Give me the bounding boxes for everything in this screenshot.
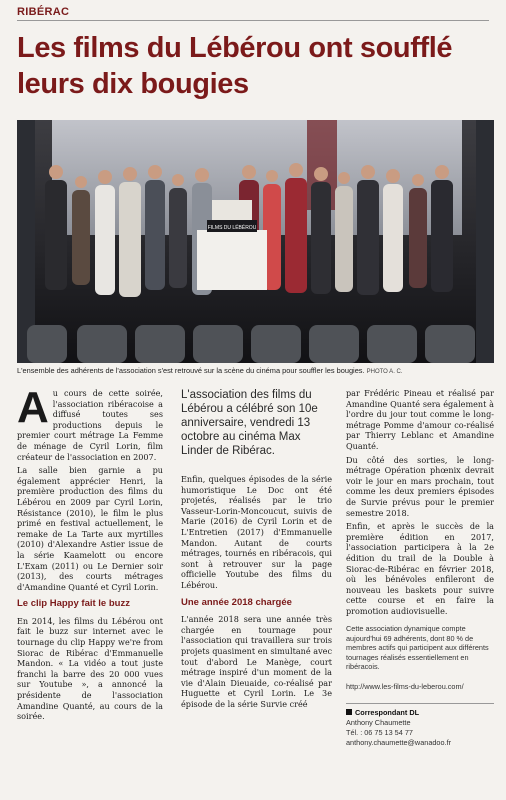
body-paragraph: par Frédéric Pineau et réalisé par Amandine Quanté sera également à l'ordre du jour tout comme le long-métrage Pomme d'amour co-réalisé par Thierry Leblanc et Amandine Quanté. [346,388,494,451]
body-paragraph: L'année 2018 sera une année très chargée en tournage pour l'association qui travaillera sur trois projets quasiment en simultané avec tout d'abord Le Manège, court métrage inspiré d'un moment de la vie d'Alain Dieuaide, co-réalisé par Huguette et Cyril Lorin. Le 3e épisode de la série Survie créé [181,614,332,709]
correspondent-title: Correspondant DL [355,707,420,717]
body-paragraph: Du côté des sorties, le long-métrage Opération phœnix devrait voir le jour en mars prochain, tout comme les deux premiers épisodes de Survie prévus pour le premier semestre 2018. [346,454,494,518]
photo-banner: FILMS DU LÉBÉROU [207,225,257,231]
body-paragraph: Enfin, quelques épisodes de la série humoristique Le Doc ont été projetés, réalisés par le trio Vasseur-Lorin-Moncoucut, suivis de Marie (2016) de Cyril Lorin et de L'Entretien (2017) d'Emmanuelle Mandon. Autant de courts métrages, tournés en ribéracois, qui sont à retrouver sur la page officielle Youtube des films du Lébérou. [181,474,332,590]
subhead-clip-happy: Le clip Happy fait le buzz [17,598,130,610]
square-bullet-icon [346,709,352,715]
correspondent-email[interactable]: anthony.chaumette@wanadoo.fr [346,737,452,747]
rubric-divider [17,20,489,21]
body-paragraph: En 2014, les films du Lébérou ont fait le buzz sur internet avec le tournage du clip Happy we're from Siorac de Ribérac d'Emmanuelle Mandon. « La vidéo a tout juste franchi la barre des 20 000 vues sur Youtube », a annoncé la présidente de l'association Amandine Quanté, au cours de la soirée. [17,615,163,722]
caption-text: L'ensemble des adhérents de l'association s'est retrouvé sur la scène du cinéma pour souffler les bougies. [17,366,365,375]
photo-credit: PHOTO A. C. [366,369,403,375]
body-paragraph: Enfin, et après le succès de la première édition en 2017, l'association participera à la 2e édition du trail de la Double à Siorac-de-Ribérac en février 2018, où les bénévoles enfileront de nouveau les baskets pour suivre cette course et en faire la promotion audiovisuelle. [346,521,494,616]
article-column-3 [346,388,494,748]
photo-caption [17,366,494,375]
drop-cap: A [17,383,49,432]
article-lead: L'association des films du Lébérou a célébré son 10e anniversaire, vendredi 13 octobre au cinéma Max Linder de Ribérac. [181,389,318,457]
association-note: Cette association dynamique compte aujourd'hui 69 adhérents, dont 80 % de membres actifs qui participent aux différents tournages réalisés essentiellement en ribéracois. [346,624,489,672]
body-paragraph: La salle bien garnie a pu également apprécier Henri, la première production des films du Lébérou en 2009 par Cyril Lorin, Résistance (2010), le film le plus primé en festival actuellement, le remake de La Tarte aux myrtilles (2010) d'Alexandre Astier issue de la série Kaamelott ou encore L'Exam (2011) ou Le Dernier soir (2013), des courts métrages d'Amandine Quanté et Cyril Lorin. [17,465,163,592]
group-photo-icon [17,120,494,363]
article-headline: Les films du Lébérou ont soufflé leurs dix bougies [17,32,453,100]
correspondent-phone: Tél. : 06 75 13 54 77 [346,727,413,737]
article-column-1 [17,383,163,725]
website-link[interactable]: http://www.les-films-du-leberou.com/ [346,681,464,691]
intro-text: u cours de cette soirée, l'association ribéracoise a diffusé toutes ses productions depuis le premier court métrage La Femme de ménage de Cyril Lorin, film créateur de l'association en 2007. [17,388,163,462]
article-photo [17,120,494,363]
intro-paragraph [17,383,163,462]
section-rubric: RIBÉRAC [17,6,70,18]
correspondent-name: Anthony Chaumette [346,717,411,727]
correspondent-box [346,703,494,748]
subhead-annee-2018: Une année 2018 chargée [181,596,292,608]
article-column-2 [181,388,332,712]
